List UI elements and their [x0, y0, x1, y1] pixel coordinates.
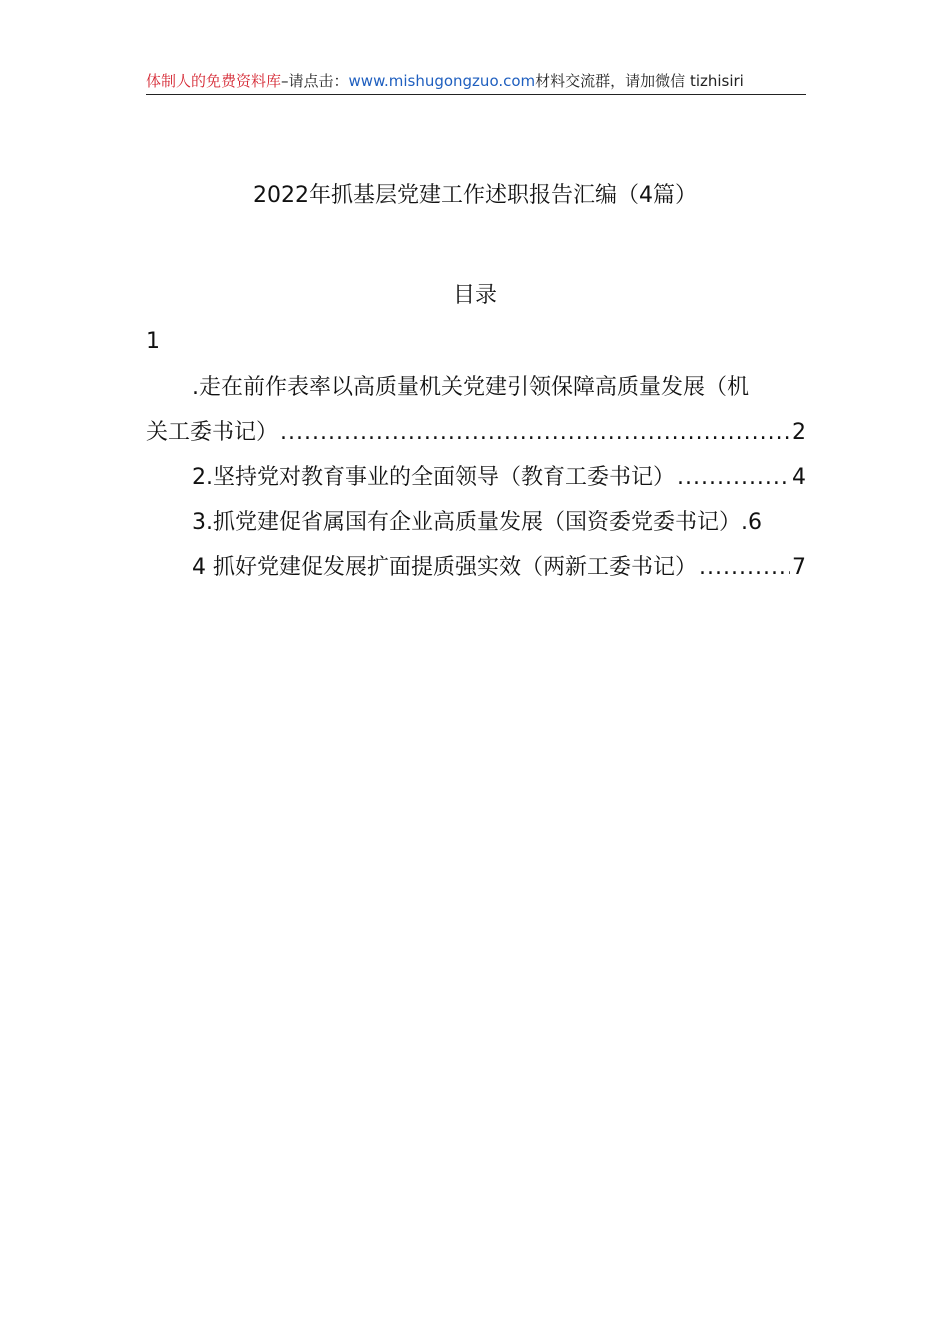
header-url-link[interactable]: www.mishugongzuo.com [348, 72, 536, 90]
page-header [146, 70, 806, 95]
header-brand: 体制人的免费资料库 [146, 72, 282, 90]
toc-item-2-text: 2.坚持党对教育事业的全面领导（教育工委书记） [192, 465, 675, 490]
document-title: 2022年抓基层党建工作述职报告汇编（4篇） [253, 183, 697, 208]
dot-leader [280, 410, 790, 455]
toc-item-4-text: 4 抓好党建促发展扩面提质强实效（两新工委书记） [192, 555, 697, 580]
toc-item-2-page: 4 [792, 465, 806, 490]
toc-item-4-page: 7 [792, 555, 806, 580]
toc-heading: 目录 [452, 283, 497, 308]
toc-item-3-text: 3.抓党建促省属国有企业高质量发展（国资委党委书记） [192, 510, 741, 535]
toc-item-3[interactable] [146, 500, 806, 545]
table-of-contents [146, 325, 806, 590]
toc-item-1-line2: 关工委书记） [146, 420, 279, 445]
toc-item-1[interactable] [146, 410, 806, 455]
toc-item-3-page: .6 [741, 510, 762, 535]
toc-item-2[interactable] [146, 455, 806, 500]
toc-item-1-page: 2 [792, 420, 806, 445]
header-prompt: –请点击： [281, 72, 349, 90]
dot-leader [677, 455, 790, 500]
toc-item-1-number: 1 [146, 329, 160, 354]
toc-item-1-line1[interactable]: .走在前作表率以高质量机关党建引领保障高质量发展（机 [192, 375, 749, 400]
toc-item-4[interactable] [146, 545, 806, 590]
dot-leader [699, 545, 790, 590]
header-contact: 材料交流群，请加微信 tizhisiri [535, 72, 744, 90]
